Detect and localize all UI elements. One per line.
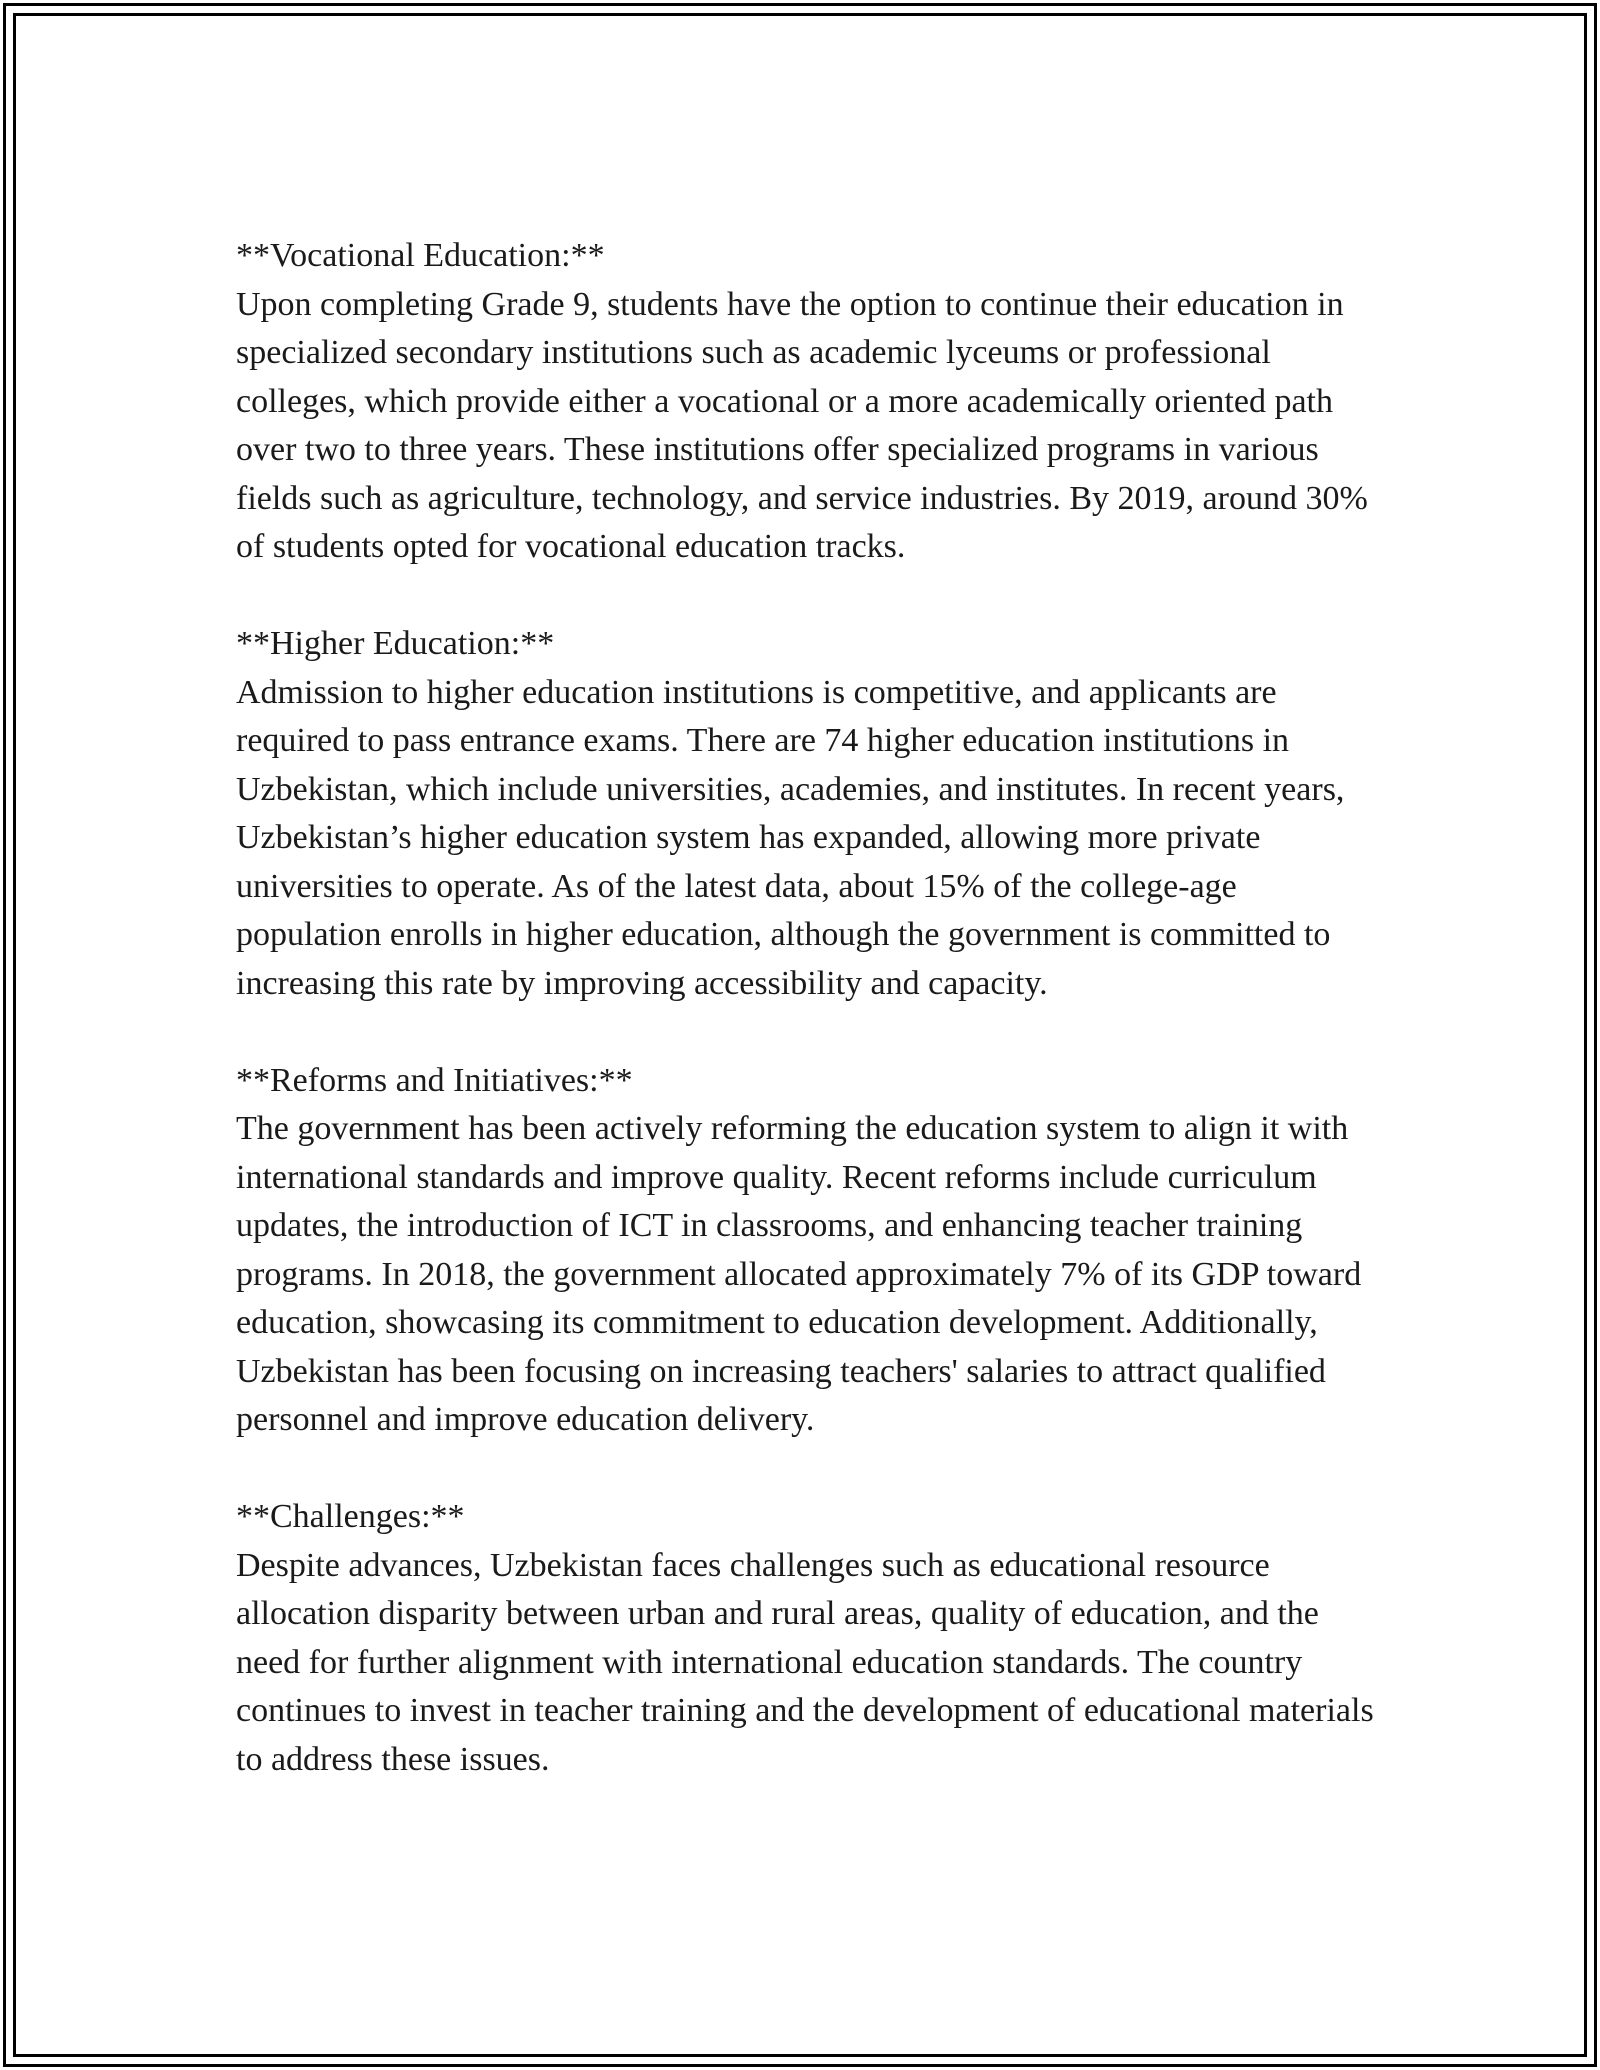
section-heading: **Higher Education:** xyxy=(236,625,555,662)
section-paragraph: The government has been actively reforming the education system to align it with international standards and improve quality. Recent reforms include curriculum updates, the introduction of ICT in classrooms, and enhancing teacher training programs. In 2018, the government allocated approximately 7% of its GDP toward education, showcasing its commitment to education development. Additionally, Uzbekistan has been focusing on increasing teachers' salaries to attract qualified personnel and improve education delivery. xyxy=(236,1110,1362,1438)
section-heading: **Vocational Education:** xyxy=(236,237,605,274)
section-heading: **Reforms and Initiatives:** xyxy=(236,1061,633,1099)
section-paragraph: Admission to higher education institutions is competitive, and applicants are required to pass entrance exams. There are 74 higher education institutions in Uzbekistan, which include universities, academies, and institutes. In recent years, Uzbekistan’s higher education system has expanded, allowing more private universities to operate. As of the latest data, about 15% of the college-age population enrolls in higher education, although the government is committed to increasing this rate by improving accessibility and capacity. xyxy=(236,673,1345,1002)
section-reforms-and-initiatives xyxy=(236,1057,1386,1445)
section-heading: **Challenges:** xyxy=(236,1498,465,1535)
section-paragraph: Upon completing Grade 9, students have the option to continue their education in specialized secondary institutions such as academic lyceums or professional colleges, which provide either a vocational or a more academically oriented path over two to three years. These institutions offer specialized programs in various fields such as agriculture, technology, and service industries. By 2019, around 30% of students opted for vocational education tracks. xyxy=(236,285,1368,565)
section-higher-education xyxy=(236,620,1386,1008)
section-challenges xyxy=(236,1493,1386,1784)
section-paragraph: Despite advances, Uzbekistan faces challenges such as educational resource allocation disparity between urban and rural areas, quality of education, and the need for further alignment with international education standards. The country continues to invest in teacher training and the development of educational materials to address these issues. xyxy=(236,1546,1374,1778)
section-vocational-education xyxy=(236,232,1386,572)
document-body xyxy=(236,232,1386,1784)
